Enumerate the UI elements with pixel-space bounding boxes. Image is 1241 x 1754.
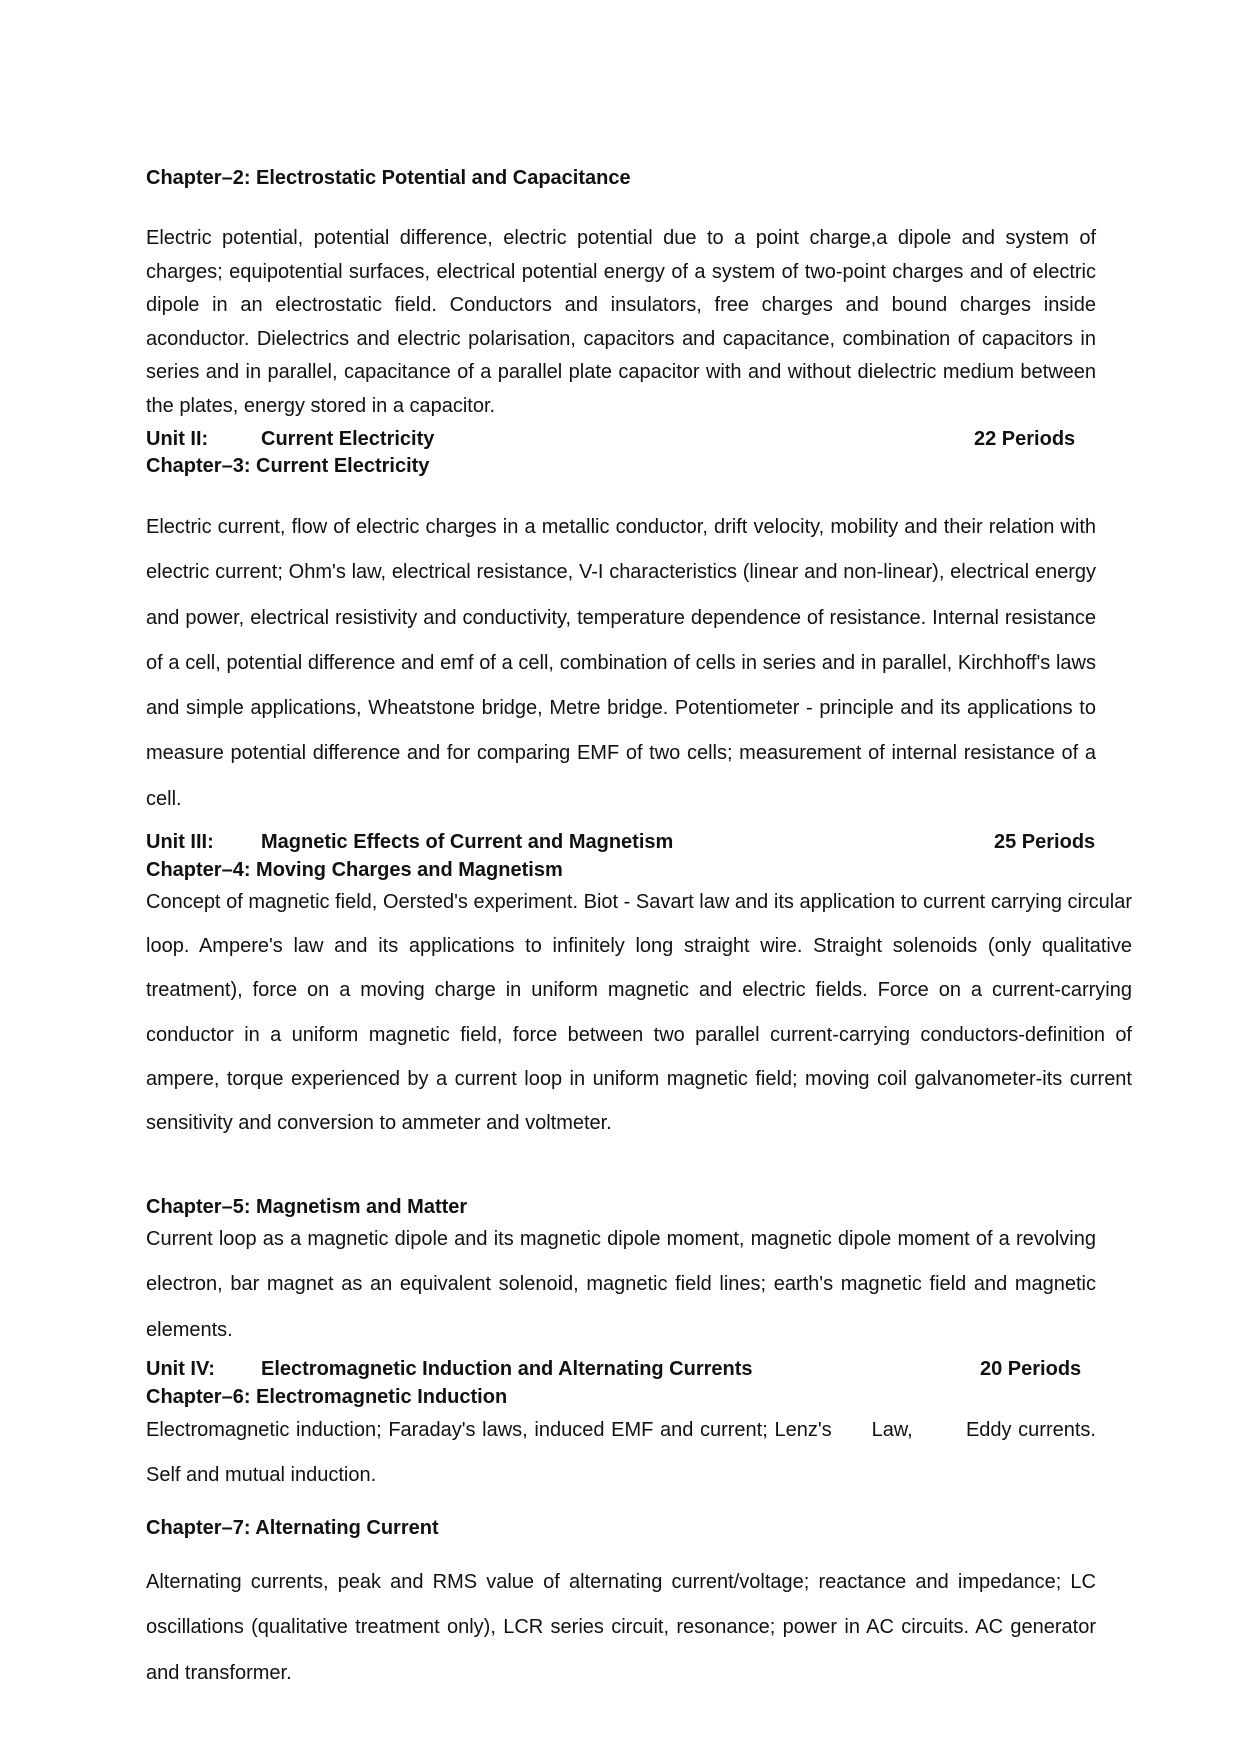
chapter-4-heading: Chapter–4: Moving Charges and Magnetism [146, 859, 563, 881]
chapter-2-heading: Chapter–2: Electrostatic Potential and Capacitance [146, 167, 631, 189]
chapter-3-body: Electric current, flow of electric charges in a metallic conductor, drift velocity, mobility and their relation with electric current; Ohm's law, electrical resistance, V-I characteristics (linear and non-linear), electrical energy and power, electrical resistivity and conductivity, temperature dependence of resistance. Internal resistance of a cell, potential difference and emf of a cell, combination of cells in series and in parallel, Kirchhoff's laws and simple applications, Wheatstone bridge, Metre bridge. Potentiometer - principle and its applications to measure potential difference and for comparing EMF of two cells; measurement of internal resistance of a cell. [146, 516, 1096, 810]
unit-3-label: Unit III: [146, 831, 214, 853]
unit-4-title: Electromagnetic Induction and Alternating Currents [261, 1358, 753, 1380]
unit-3-periods: 25 Periods [994, 831, 1096, 853]
unit-4-label: Unit IV: [146, 1358, 215, 1380]
chapter-6-body: Electromagnetic induction; Faraday's laws, induced EMF and current; Lenz's Law, Eddy currents. Self and mutual induction. [146, 1419, 1102, 1487]
chapter-5-heading: Chapter–5: Magnetism and Matter [146, 1196, 468, 1218]
unit-4-periods: 20 Periods [980, 1358, 1082, 1380]
unit-3-title: Magnetic Effects of Current and Magnetism [261, 831, 674, 853]
unit-2-periods: 22 Periods [974, 428, 1076, 450]
chapter-6-heading: Chapter–6: Electromagnetic Induction [146, 1386, 508, 1408]
chapter-7-body: Alternating currents, peak and RMS value of alternating current/voltage; reactance and impedance; LC oscillations (qualitative treatment only), LCR series circuit, resonance; power in AC circuits. AC generator and transformer. [146, 1571, 1096, 1684]
chapter-2-body: Electric potential, potential difference, electric potential due to a point charge,a dipole and system of charges; equipotential surfaces, electrical potential energy of a system of two-point charges and of electric dipole in an electrostatic field. Conductors and insulators, free charges and bound charges inside aconductor. Dielectrics and electric polarisation, capacitors and capacitance, combination of capacitors in series and in parallel, capacitance of a parallel plate capacitor with and without dielectric medium between the plates, energy stored in a capacitor. [146, 227, 1096, 417]
chapter-5-body: Current loop as a magnetic dipole and its magnetic dipole moment, magnetic dipole moment of a revolving electron, bar magnet as an equivalent solenoid, magnetic field lines; earth's magnetic field and magnetic elements. [146, 1228, 1096, 1341]
chapter-3-heading: Chapter–3: Current Electricity [146, 455, 430, 477]
chapter-4-body: Concept of magnetic field, Oersted's experiment. Biot - Savart law and its application to current carrying circular loop. Ampere's law and its applications to infinitely long straight wire. Straight solenoids (only qualitative treatment), force on a moving charge in uniform magnetic and electric fields. Force on a current-carrying conductor in a uniform magnetic field, force between two parallel current-carrying conductors-definition of ampere, torque experienced by a current loop in uniform magnetic field; moving coil galvanometer-its current sensitivity and conversion to ammeter and voltmeter. [146, 891, 1132, 1135]
unit-2-label: Unit II: [146, 428, 209, 450]
unit-2-title: Current Electricity [261, 428, 435, 450]
syllabus-page [146, 0, 1132, 1754]
chapter-7-heading: Chapter–7: Alternating Current [146, 1517, 439, 1539]
